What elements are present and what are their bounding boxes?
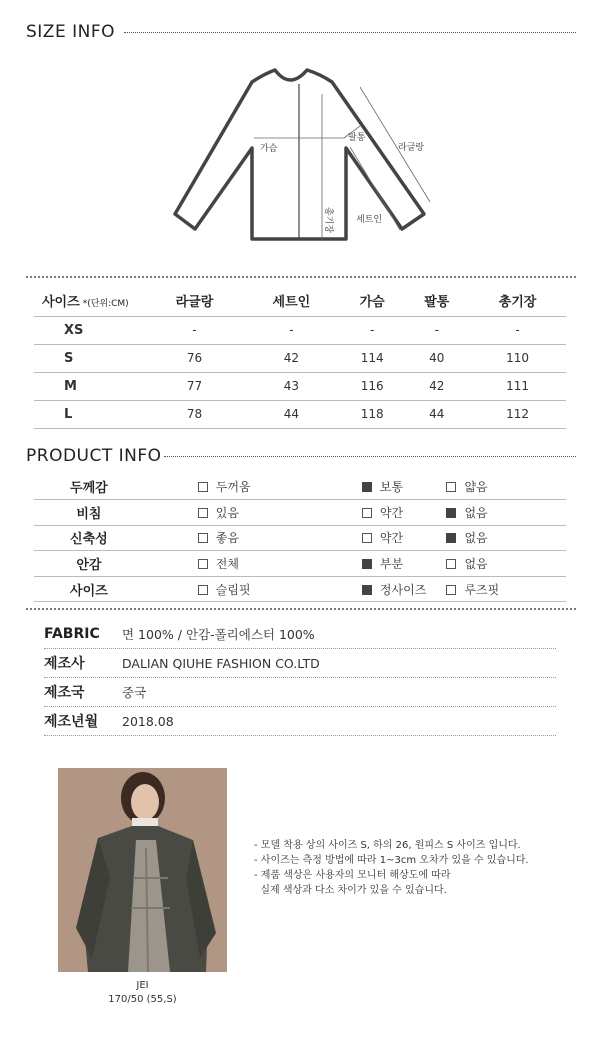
model-measurements: 170/50 (55,S) <box>108 994 177 1005</box>
detail-value: 중국 <box>122 685 147 700</box>
divider <box>26 276 576 278</box>
model-name: JEI <box>136 980 149 991</box>
product-details <box>44 620 556 736</box>
product-info-option <box>434 500 566 526</box>
product-info-row <box>34 474 566 500</box>
unit-note: *(단위:CM) <box>82 299 129 310</box>
product-info-option <box>144 474 308 500</box>
cell: 43 <box>243 372 340 400</box>
product-info-option <box>144 551 308 577</box>
product-info-option <box>434 576 566 602</box>
cell: 40 <box>404 344 469 372</box>
title-divider <box>164 456 576 457</box>
unchecked-box-icon <box>198 533 208 543</box>
title-divider <box>124 32 576 33</box>
option-label: 전체 <box>215 557 239 572</box>
label-total-length: 총기장 <box>323 207 333 234</box>
cell: 116 <box>340 372 405 400</box>
detail-key: 제조사 <box>44 656 85 672</box>
cell: - <box>340 316 405 344</box>
checked-box-icon <box>446 508 456 518</box>
cell: 42 <box>404 372 469 400</box>
col-total-length: 총기장 <box>469 286 566 316</box>
table-row <box>34 400 566 428</box>
size-table-header <box>34 286 566 316</box>
cell: 44 <box>404 400 469 428</box>
unchecked-box-icon <box>446 482 456 492</box>
product-info-option <box>144 576 308 602</box>
cell: 114 <box>340 344 405 372</box>
cell: 111 <box>469 372 566 400</box>
option-label: 없음 <box>464 557 488 572</box>
cell: 42 <box>243 344 340 372</box>
note-line: - 사이즈는 측정 방법에 따라 1~3cm 오차가 있을 수 있습니다. <box>254 855 529 866</box>
detail-key: 제조국 <box>44 685 85 701</box>
product-info-option <box>144 525 308 551</box>
model-photo <box>58 768 227 972</box>
col-set-in: 세트인 <box>243 286 340 316</box>
cell: 77 <box>146 372 243 400</box>
unchecked-box-icon <box>198 559 208 569</box>
checked-box-icon <box>362 559 372 569</box>
cell: - <box>469 316 566 344</box>
unchecked-box-icon <box>446 559 456 569</box>
cell: 118 <box>340 400 405 428</box>
size-label: L <box>34 400 146 428</box>
detail-row-country <box>44 678 556 707</box>
detail-value: 2018.08 <box>122 713 174 729</box>
option-label: 루즈핏 <box>464 582 500 597</box>
size-label: XS <box>34 316 146 344</box>
product-info-row <box>34 500 566 526</box>
product-info-row <box>34 525 566 551</box>
unchecked-box-icon <box>198 482 208 492</box>
option-label: 정사이즈 <box>379 582 427 597</box>
product-info-option <box>308 551 435 577</box>
checked-box-icon <box>362 585 372 595</box>
unchecked-box-icon <box>362 508 372 518</box>
unchecked-box-icon <box>362 533 372 543</box>
col-chest: 가슴 <box>340 286 405 316</box>
note-line: - 모델 착용 상의 사이즈 S, 하의 26, 원피스 S 사이즈 입니다. <box>254 840 521 851</box>
detail-row-manufacturer <box>44 649 556 678</box>
checked-box-icon <box>362 482 372 492</box>
table-row <box>34 316 566 344</box>
product-info-row <box>34 551 566 577</box>
size-label: M <box>34 372 146 400</box>
cell: 76 <box>146 344 243 372</box>
cell: 78 <box>146 400 243 428</box>
cell: 112 <box>469 400 566 428</box>
option-label: 약간 <box>379 505 404 520</box>
unchecked-box-icon <box>198 508 208 518</box>
option-label: 없음 <box>464 531 488 546</box>
size-header: 사이즈 *(단위:CM) <box>34 286 146 316</box>
product-info-label: 사이즈 <box>34 576 144 602</box>
option-label: 두꺼움 <box>215 480 251 495</box>
option-label: 슬림핏 <box>215 582 251 597</box>
option-label: 보통 <box>379 480 404 495</box>
note-line: - 제품 색상은 사용자의 모니터 해상도에 따라 <box>254 870 451 881</box>
cell: 110 <box>469 344 566 372</box>
detail-row-fabric <box>44 620 556 649</box>
product-info-option <box>308 474 435 500</box>
detail-row-date <box>44 707 556 736</box>
note-line: 실제 색상과 다소 차이가 있을 수 있습니다. <box>254 885 447 896</box>
product-info-label: 두께감 <box>34 474 144 500</box>
detail-value: 면 100% / 안감-폴리에스터 100% <box>122 627 315 642</box>
label-set-in: 세트인 <box>356 215 383 225</box>
option-label: 부분 <box>379 557 404 572</box>
checked-box-icon <box>446 533 456 543</box>
product-info-option <box>434 551 566 577</box>
label-sleeve-width: 팔통 <box>348 133 366 143</box>
option-label: 약간 <box>379 531 404 546</box>
product-info-title: PRODUCT INFO <box>26 446 162 466</box>
cell: - <box>404 316 469 344</box>
option-label: 좋음 <box>215 531 239 546</box>
product-info-option <box>308 525 435 551</box>
cell: - <box>243 316 340 344</box>
size-table <box>34 286 566 429</box>
model-notes <box>254 838 529 898</box>
product-info-option <box>308 500 435 526</box>
product-info-label: 신축성 <box>34 525 144 551</box>
unchecked-box-icon <box>198 585 208 595</box>
detail-key: 제조년월 <box>44 714 99 730</box>
label-raglan: 라글랑 <box>398 143 425 153</box>
option-label: 있음 <box>215 505 239 520</box>
col-sleeve-width: 팔통 <box>404 286 469 316</box>
unchecked-box-icon <box>446 585 456 595</box>
option-label: 없음 <box>464 505 488 520</box>
product-info-label: 안감 <box>34 551 144 577</box>
table-row <box>34 372 566 400</box>
option-label: 얇음 <box>464 480 488 495</box>
detail-value: DALIAN QIUHE FASHION CO.LTD <box>122 655 320 671</box>
product-info-row <box>34 576 566 602</box>
table-row <box>34 344 566 372</box>
garment-diagram <box>170 62 440 247</box>
size-info-title: SIZE INFO <box>26 22 115 42</box>
cell: 44 <box>243 400 340 428</box>
col-raglan: 라글랑 <box>146 286 243 316</box>
detail-key: FABRIC <box>44 626 100 642</box>
product-info-option <box>434 525 566 551</box>
product-info-option <box>144 500 308 526</box>
product-info-label: 비침 <box>34 500 144 526</box>
product-info-option <box>434 474 566 500</box>
size-label: S <box>34 344 146 372</box>
cell: - <box>146 316 243 344</box>
product-info-option <box>308 576 435 602</box>
divider <box>26 608 576 610</box>
product-info-table <box>34 474 566 602</box>
label-chest: 가슴 <box>260 144 278 154</box>
